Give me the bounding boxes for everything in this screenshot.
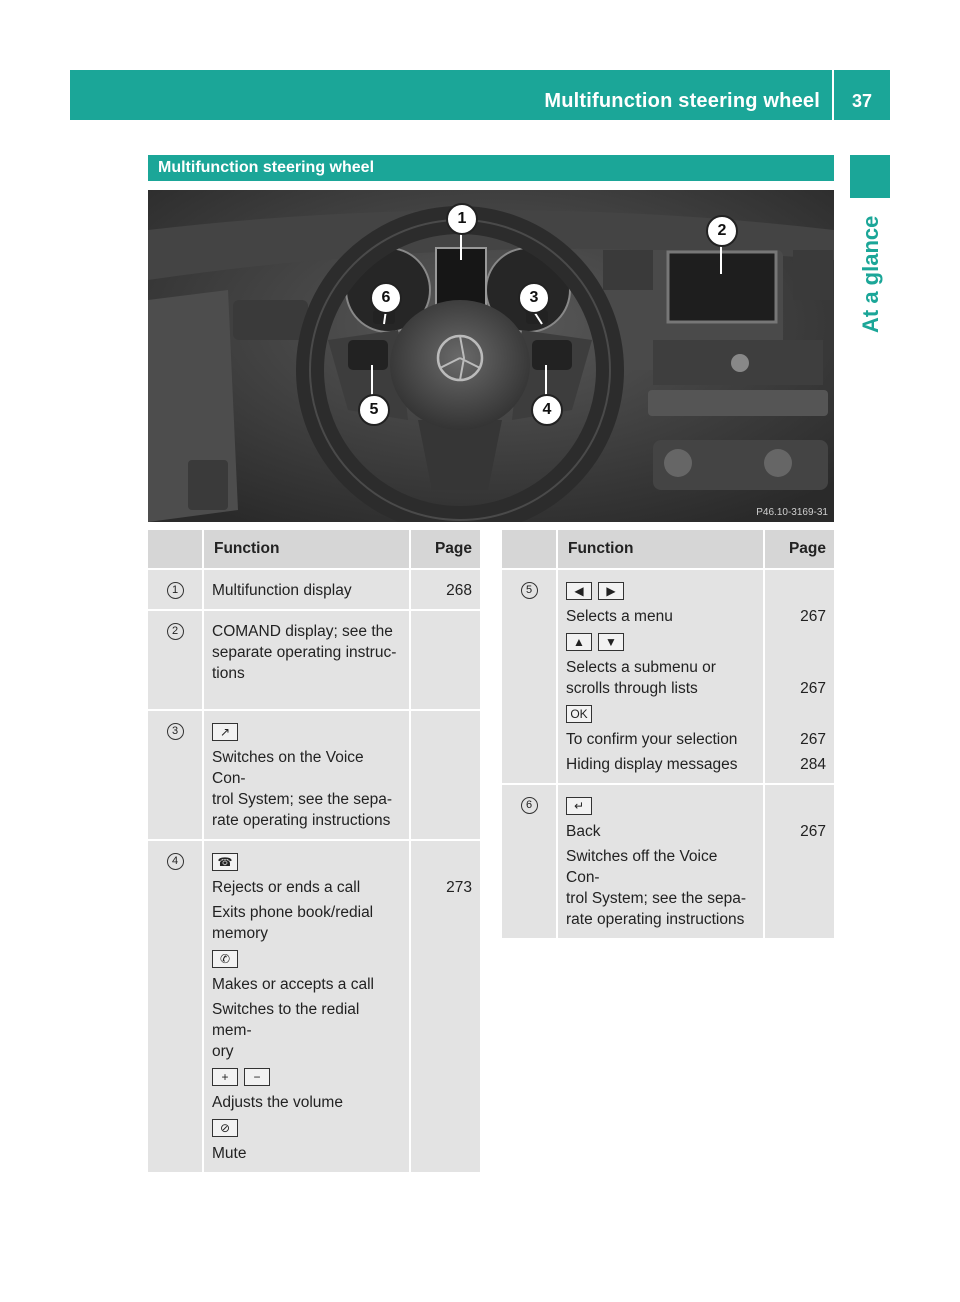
page-ref: 268 [410,570,480,609]
function-text: Multifunction display [212,582,352,599]
page-ref [410,711,480,839]
page-ref: 273 [446,879,472,896]
callout-6: 6 [370,282,402,314]
back-icon: ↵ [566,797,592,815]
callout-4: 4 [531,394,563,426]
function-text: ory [212,1043,234,1060]
steering-wheel-figure [148,190,834,522]
row-number: 1 [167,582,184,599]
function-text: rate operating instructions [566,911,745,928]
table-row [148,711,480,839]
function-text: Hiding display messages [566,756,738,773]
table-row [148,570,480,609]
callout-1: 1 [446,203,478,235]
page-ref: 267 [800,731,826,748]
function-text: COMAND display; see the [212,623,393,640]
side-tab-marker [850,155,890,198]
page-number: 37 [851,91,873,111]
table-row [502,570,834,783]
col-page: Page [410,530,480,568]
right-arrow-icon: ▶ [598,582,624,600]
col-function: Function [203,530,410,568]
function-text: Switches off the Voice Con- [566,848,718,886]
page-ref: 284 [800,756,826,773]
table-row [148,841,480,1172]
callout-2: 2 [706,215,738,247]
left-function-table [148,530,480,1172]
function-text: rate operating instructions [212,812,391,829]
function-text: Switches to the redial mem- [212,1001,360,1039]
function-text: Switches on the Voice Con- [212,749,364,787]
up-arrow-icon: ▲ [566,633,592,651]
side-tab-label: At a glance [858,215,883,333]
function-text: Back [566,823,601,840]
mute-icon: ⊘ [212,1119,238,1137]
function-text: trol System; see the sepa- [566,890,747,907]
figure-code: P46.10-3169-31 [756,507,828,518]
function-text: Adjusts the volume [212,1094,343,1111]
page-header [70,70,890,120]
table-row [502,785,834,938]
function-text: separate operating instruc- [212,644,397,661]
function-text: memory [212,925,268,942]
function-text: Selects a submenu or [566,659,716,676]
function-text: Mute [212,1145,247,1162]
function-text: trol System; see the sepa- [212,791,393,808]
page-ref: 267 [800,608,826,625]
phone-accept-icon: ✆ [212,950,238,968]
function-text: Makes or accepts a call [212,976,374,993]
col-page: Page [764,530,834,568]
row-number: 3 [167,723,184,740]
voice-control-icon: ↗ [212,723,238,741]
function-text: tions [212,665,245,682]
col-num [148,530,203,568]
phone-end-icon: ☎ [212,853,238,871]
function-text: To confirm your selection [566,731,738,748]
table-row [148,611,480,709]
left-arrow-icon: ◀ [566,582,592,600]
header-title: Multifunction steering wheel [544,90,820,112]
col-function: Function [557,530,764,568]
row-number: 2 [167,623,184,640]
function-text: scrolls through lists [566,680,698,697]
section-title: Multifunction steering wheel [148,155,834,181]
callout-5: 5 [358,394,390,426]
page-ref [410,611,480,709]
row-number: 5 [521,582,538,599]
volume-minus-icon: − [244,1068,270,1086]
function-text: Exits phone book/redial [212,904,374,921]
function-text: Rejects or ends a call [212,879,361,896]
volume-plus-icon: + [212,1068,238,1086]
ok-key-icon: OK [566,705,592,723]
row-number: 6 [521,797,538,814]
down-arrow-icon: ▼ [598,633,624,651]
function-text: Selects a menu [566,608,673,625]
page-ref: 267 [800,680,826,697]
right-function-table [502,530,834,938]
callout-3: 3 [518,282,550,314]
col-num [502,530,557,568]
page-ref: 267 [800,823,826,840]
row-number: 4 [167,853,184,870]
